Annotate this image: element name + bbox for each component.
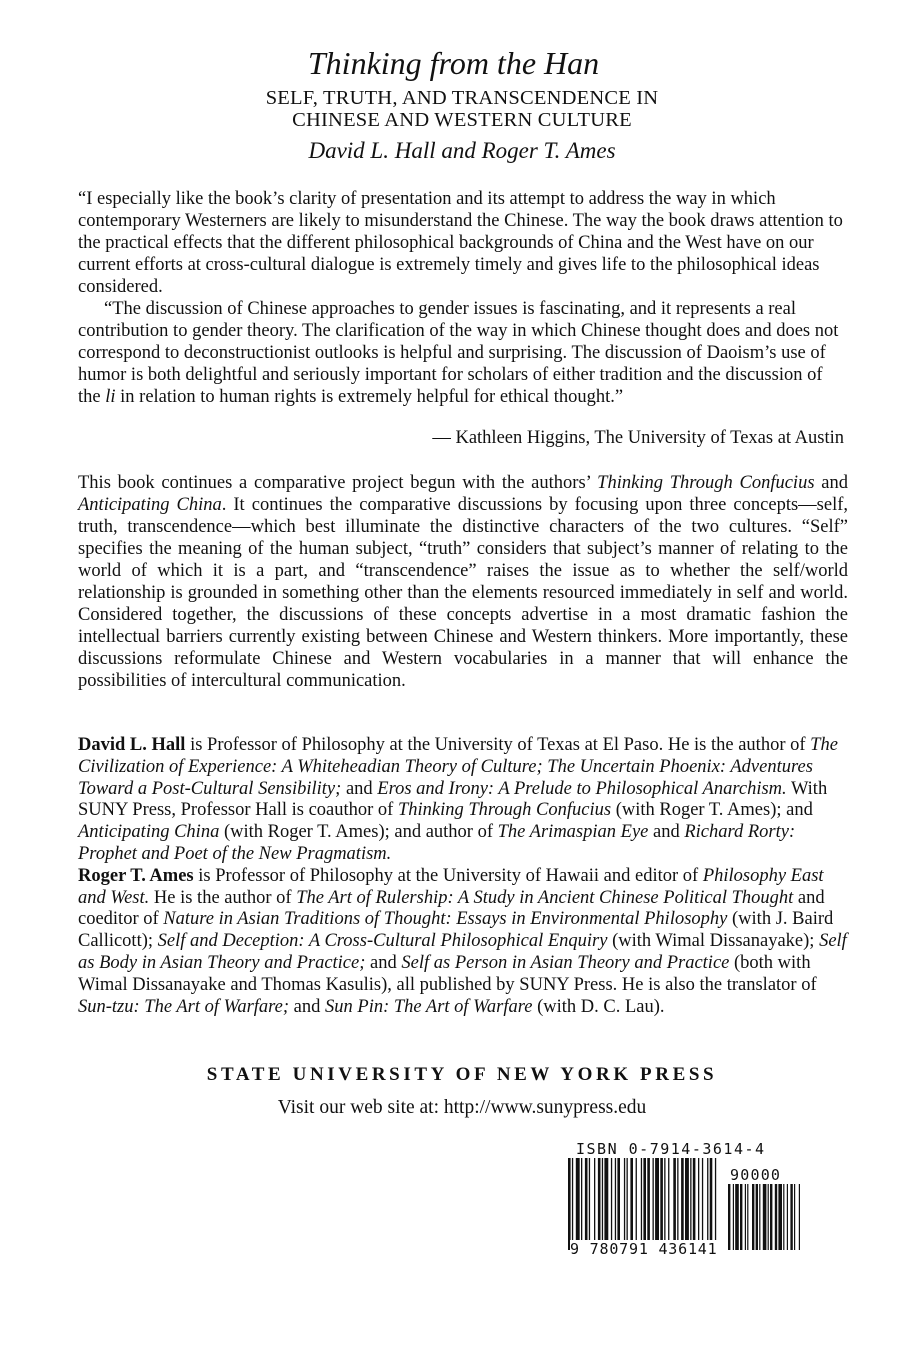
barcode-bar — [673, 1158, 676, 1250]
bio-name: David L. Hall — [78, 735, 186, 755]
barcode-bar — [602, 1158, 603, 1250]
subtitle-line-1: SELF, TRUTH, AND TRANSCENDENCE IN — [265, 87, 659, 109]
addon-bar — [747, 1184, 748, 1250]
barcode-bar — [572, 1158, 573, 1250]
barcode-bar — [693, 1158, 696, 1250]
addon-bar — [794, 1184, 795, 1250]
description-text: and — [814, 473, 848, 493]
barcode-bar — [690, 1158, 691, 1250]
book-reference: Self as Person in Asian Theory and Practice — [401, 952, 730, 973]
book-reference: Self and Deception: A Cross-Cultural Philosophical Enquiry — [157, 931, 608, 952]
bio-text: (with J. Baird Callicott); — [78, 909, 834, 952]
quote-paragraph-1: “I especially like the book’s clarity of presentation and its attempt to address the way in which contemporary Westerners are likely to misunderstand the Chinese. The way the book draws attention to the practical effects that the different philosophical backgrounds of China and the West have on our current efforts at cross-cultural dialogue is extremely timely and gives life to the philosophical ideas considered. — [78, 189, 843, 297]
quote-italic-term: li — [105, 387, 116, 407]
book-reference: Eros and Irony: A Prelude to Philosophical Anarchism. — [377, 778, 787, 799]
addon-bar — [799, 1184, 800, 1250]
addon-bar — [787, 1184, 788, 1250]
barcode-bar — [630, 1158, 633, 1250]
bio-text: (with D. C. Lau). — [532, 996, 665, 1017]
bio-text: (both with Wimal Dissanayake and Thomas Kasulis), all published by SUNY Press. He is also the translator of — [78, 952, 817, 995]
bio-hall — [78, 735, 848, 866]
bio-text: (with Roger T. Ames); and author of — [219, 822, 498, 843]
book-title: Thinking from the Han — [307, 45, 600, 81]
book-reference: Anticipating China — [78, 495, 222, 515]
bio-text: and — [365, 952, 402, 973]
isbn-number: ISBN 0-7914-3614-4 — [576, 1140, 766, 1158]
bio-text: (with Wimal Dissanayake); — [607, 931, 820, 952]
publisher-website: Visit our web site at: http://www.sunypress.edu — [277, 1097, 647, 1118]
book-reference: Nature in Asian Traditions of Thought: Essays in Environmental Philosophy — [163, 909, 728, 930]
barcode-bar — [685, 1158, 689, 1250]
bio-text: and — [289, 996, 326, 1017]
book-reference: Philosophy East and West. — [78, 865, 824, 908]
barcode-bar — [611, 1158, 612, 1250]
book-reference: The Civilization of Experience: A Whiteheadian Theory of Culture; The Uncertain Phoenix: Adventures Toward a Post-Cultural Sensibility; — [78, 735, 838, 799]
addon-bar — [733, 1184, 734, 1250]
barcode-bar — [702, 1158, 703, 1250]
endorsement-quote — [78, 188, 848, 408]
book-subtitle — [0, 87, 907, 131]
barcode-bar — [647, 1158, 650, 1250]
barcode-bar — [617, 1158, 620, 1250]
barcode-bar — [585, 1158, 588, 1250]
barcode-bar — [615, 1158, 616, 1250]
bio-text: (with Roger T. Ames); and — [611, 800, 813, 821]
subtitle-line-2: CHINESE AND WESTERN CULTURE — [292, 109, 632, 131]
addon-bar — [783, 1184, 784, 1250]
barcode-bar — [624, 1158, 625, 1250]
barcode-bar — [698, 1158, 699, 1250]
barcode-bar — [581, 1158, 582, 1250]
description-text: This book continues a comparative project begun with the authors’ — [78, 473, 598, 493]
book-description — [78, 472, 848, 692]
book-authors: David L. Hall and Roger T. Ames — [308, 138, 616, 163]
ean-digits: 9 780791 436141 — [570, 1240, 718, 1258]
barcode-bar — [594, 1158, 595, 1250]
barcode-bar — [681, 1158, 684, 1250]
book-reference: Sun-tzu: The Art of Warfare; — [78, 996, 290, 1017]
barcode-bar — [598, 1158, 601, 1250]
author-bios — [78, 735, 848, 1018]
barcode-bar — [589, 1158, 590, 1250]
quote-paragraph-2 — [78, 298, 848, 408]
book-reference: Sun Pin: The Art of Warfare — [325, 996, 533, 1017]
addon-bar — [770, 1184, 772, 1250]
quote-text: in relation to human rights is extremely helpful for ethical thought.” — [115, 387, 624, 407]
addon-bar — [735, 1184, 739, 1250]
addon-bar — [759, 1184, 760, 1250]
bio-text: and — [648, 822, 685, 843]
addon-bar — [728, 1184, 730, 1250]
addon-bar — [752, 1184, 754, 1250]
publisher-name: STATE UNIVERSITY OF NEW YORK PRESS — [206, 1064, 718, 1085]
addon-bar — [775, 1184, 777, 1250]
barcode-bar — [668, 1158, 669, 1250]
barcode-bar — [627, 1158, 628, 1250]
barcode-bar — [677, 1158, 678, 1250]
book-reference: The Art of Rulership: A Study in Ancient Chinese Political Thought — [296, 887, 794, 908]
bio-name: Roger T. Ames — [78, 865, 194, 886]
bio-ames — [78, 866, 848, 1019]
addon-bar — [790, 1184, 792, 1250]
quote-attribution: — Kathleen Higgins, The University of Texas at Austin — [432, 428, 844, 448]
barcode-bar — [568, 1158, 571, 1250]
description-text: . It continues the comparative discussions by focusing upon three concepts—self, truth, transcendence—which best illuminate the distinctive characters of the two cultures. “Self” specifies the meaning of the human subject, “truth” considers that subject’s manner of relating to the world of which it is a part, and “transcendence” raises the issue as to whether the self/world relationship is grounded in something other than the elements resourced immediately in self and world. Considered together, the discussions of these concepts advertise in a most dramatic fashion the intellectual barriers currently existing between Chinese and Western thinkers. More importantly, these discussions reformulate Chinese and Western vocabularies in a manner that will enhance the possibilities of intercultural communication. — [78, 495, 848, 691]
bio-text: He is the author of — [149, 887, 297, 908]
barcode-bar — [576, 1158, 580, 1250]
isbn-barcode-block — [566, 1140, 806, 1265]
barcode-bar — [707, 1158, 708, 1250]
barcode-bar — [643, 1158, 646, 1250]
book-reference: The Arimaspian Eye — [497, 822, 649, 843]
addon-bar — [756, 1184, 758, 1250]
barcode-bar — [604, 1158, 608, 1250]
barcode-bar — [641, 1158, 642, 1250]
bio-text: is Professor of Philosophy at the University of Hawaii and editor of — [193, 865, 703, 886]
addon-bar — [778, 1184, 782, 1250]
barcode-bar — [653, 1158, 654, 1250]
book-reference: Richard Rorty: Prophet and Poet of the New Pragmatism. — [78, 822, 796, 864]
barcode-bar — [660, 1158, 663, 1250]
quote-text: “The discussion of Chinese approaches to gender issues is fascinating, and it represents a real contribution to gender theory. The clarification of the way in which Chinese thought does and does not correspond to deconstructionist outlooks is helpful and surprising. The discussion of Daoism’s use of humor is both delightful and seriously important for scholars of either tradition and the discussion of the — [78, 299, 839, 407]
barcode-bar — [636, 1158, 637, 1250]
barcode-bar — [655, 1158, 659, 1250]
price-code: 90000 — [730, 1166, 782, 1184]
description-paragraph — [78, 472, 848, 692]
book-reference: Self as Body in Asian Theory and Practice; — [78, 931, 847, 973]
book-reference: Thinking Through Confucius — [397, 800, 612, 821]
addon-bar — [763, 1184, 767, 1250]
addon-bar — [768, 1184, 769, 1250]
bio-text: and — [341, 778, 378, 799]
bio-text: With SUNY Press, Professor Hall is coauthor of — [78, 778, 828, 821]
barcode-bar — [710, 1158, 713, 1250]
barcode-bar — [664, 1158, 665, 1250]
book-reference: Thinking Through Confucius — [597, 473, 815, 493]
addon-bar — [745, 1184, 746, 1250]
book-reference: Anticipating China — [78, 822, 220, 843]
bio-text: is Professor of Philosophy at the University of Texas at El Paso. He is the author of — [185, 735, 811, 755]
addon-bar — [740, 1184, 742, 1250]
barcode-bar — [715, 1158, 716, 1250]
bio-text: and coeditor of — [78, 887, 825, 930]
